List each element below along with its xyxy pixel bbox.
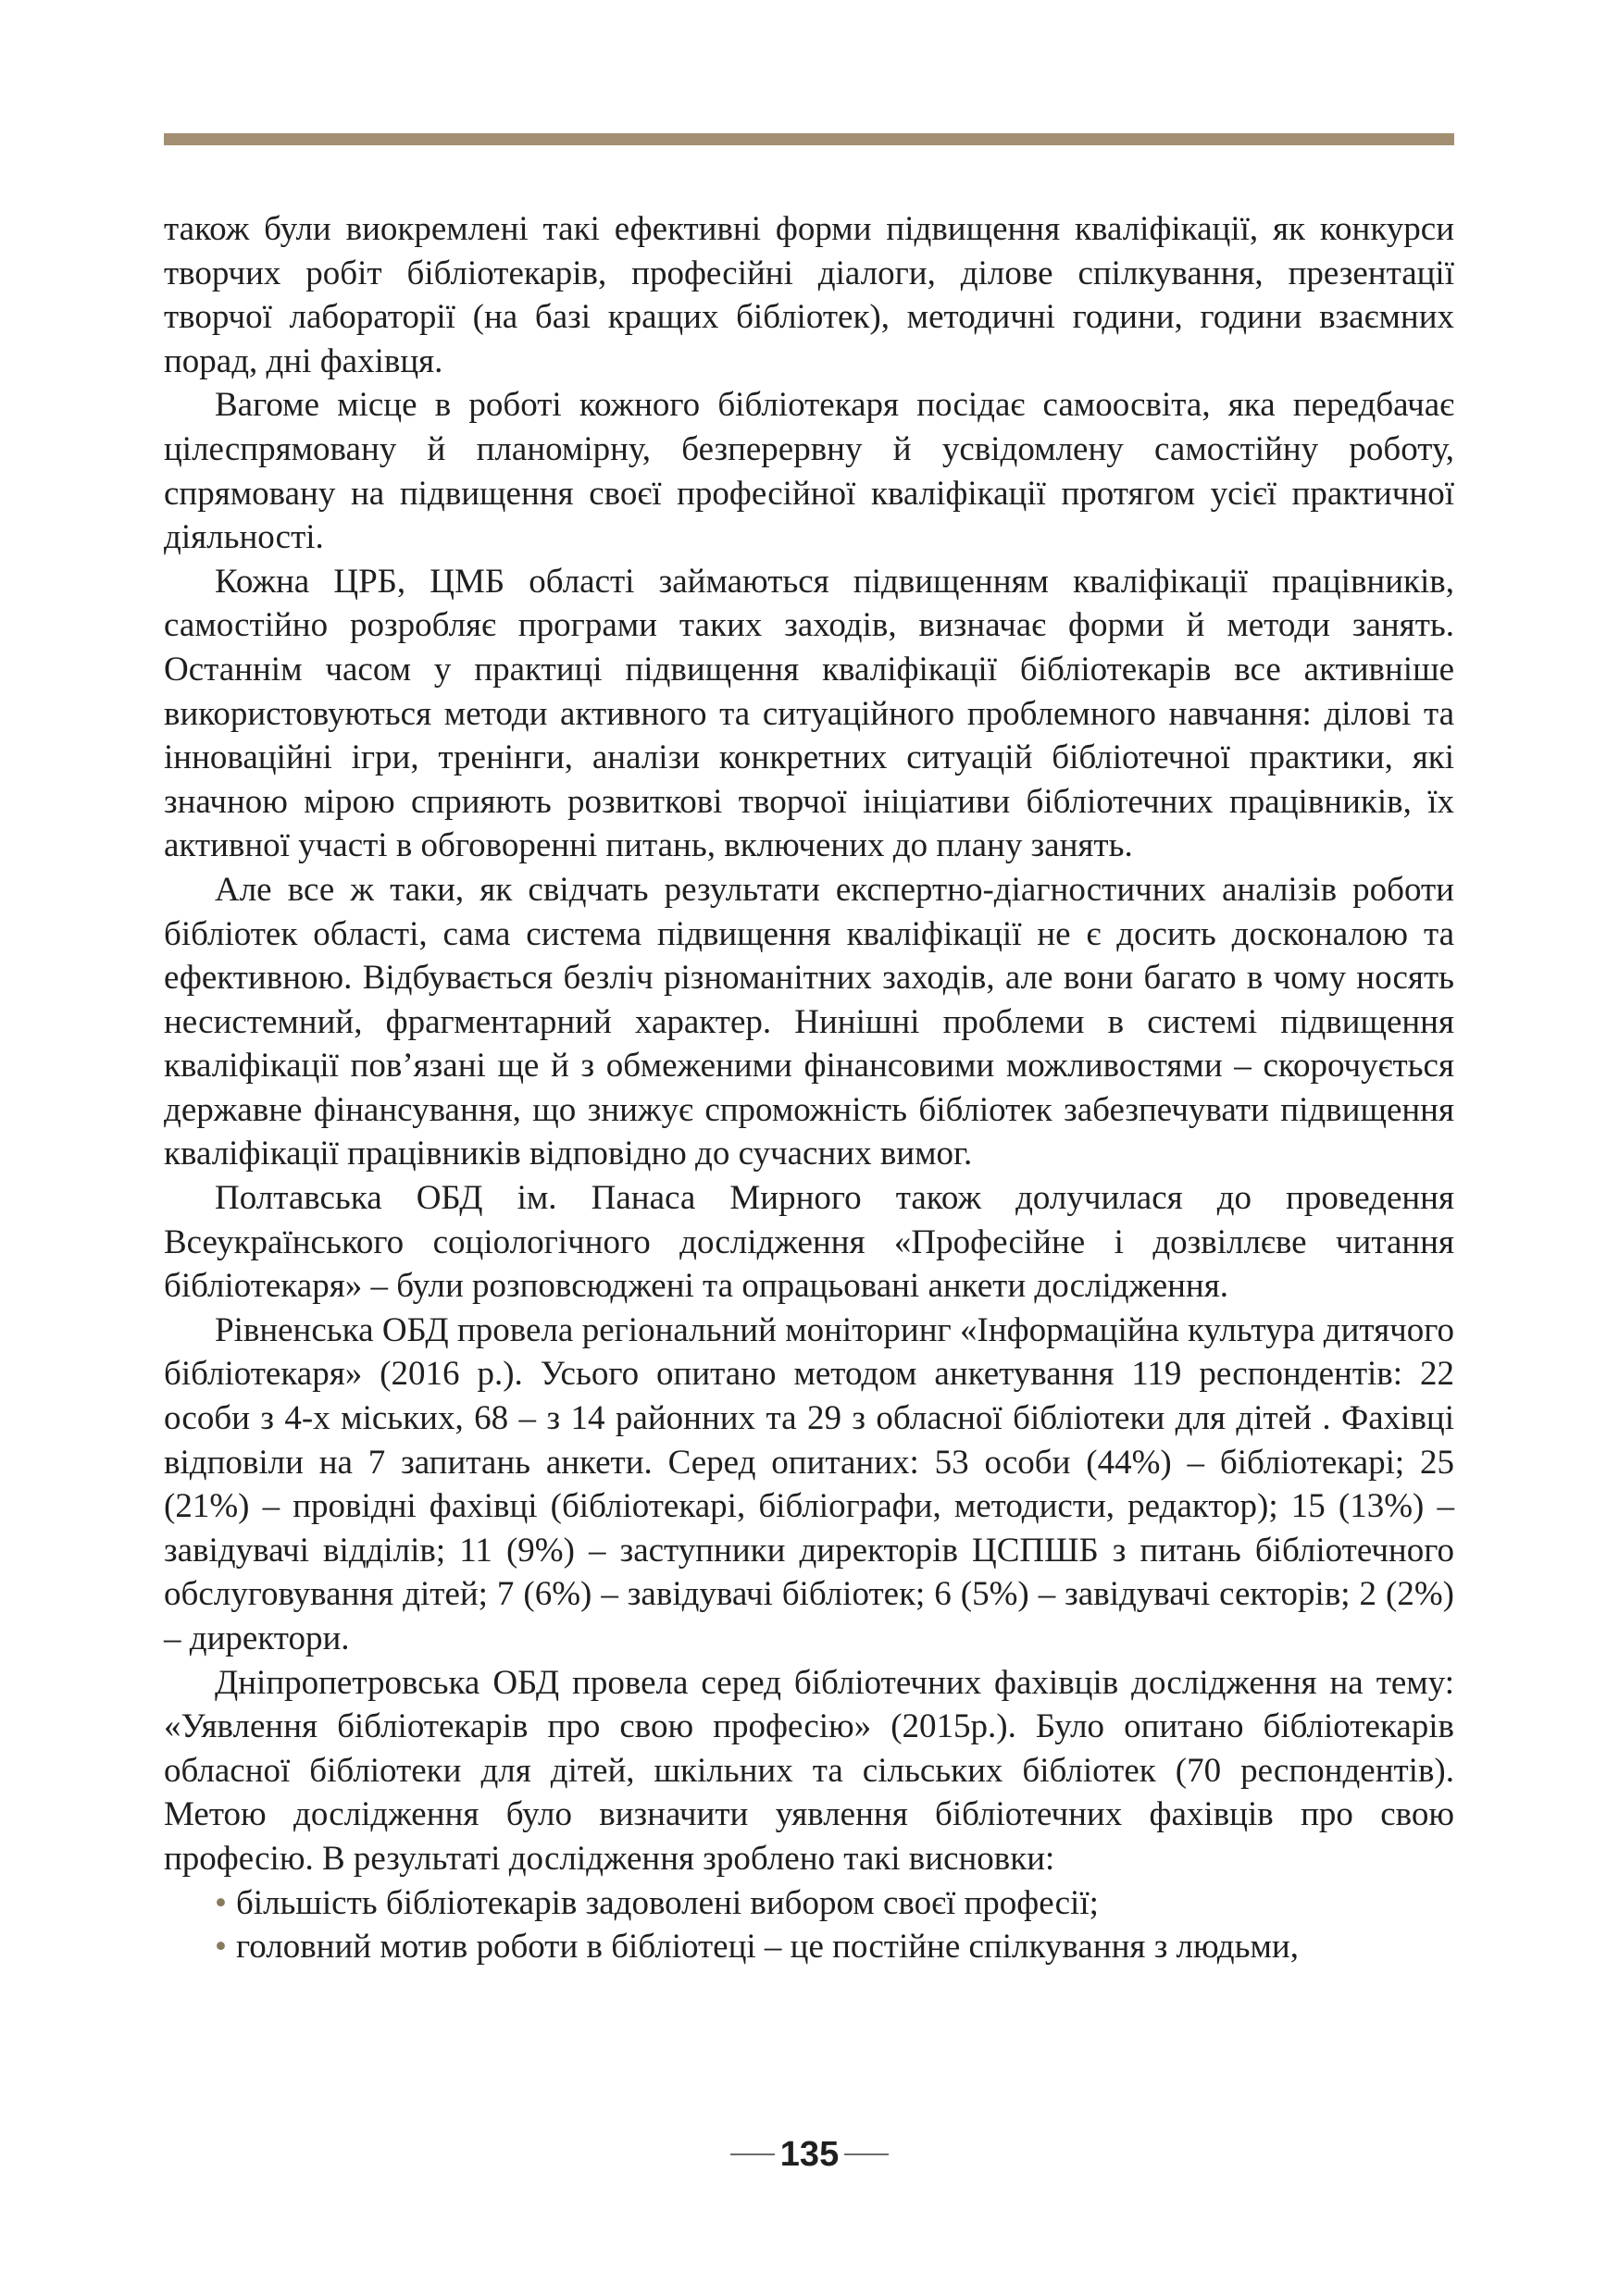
body-text (164, 207, 1454, 1969)
paragraph: Дніпропетровська ОБД провела серед бібліотечних фахівців дослідження на тему: «Уявлення бібліотекарів про свою професію» (2015р.). Було опитано бібліотекарів обласної бібліотеки для дітей, шкільних та сільських бібліотек (70 респондентів). Метою дослідження було визначити уявлення бібліотечних фахівців про свою професію. В результаті дослідження зроблено такі висновки: (164, 1663, 1454, 1878)
page-number: 135 (779, 2134, 840, 2174)
bullet-item (164, 1925, 1454, 1969)
paragraph: Кожна ЦРБ, ЦМБ області займаються підвищенням кваліфікації працівників, самостійно розробляє програми таких заходів, визначає форми й методи занять. Останнім часом у практиці підвищення кваліфікації бібліотекарів все активніше використовуються методи активного та ситуаційного проблемного навчання: ділові та інноваційні ігри, тренінги, аналізи конкретних ситуацій бібліотечної практики, які значною мірою сприяють розвиткові творчої ініціативи бібліотечних працівників, їх активної участі в обговоренні питань, включених до плану занять. (164, 562, 1454, 865)
header-rule (164, 133, 1454, 145)
folio-rule-right (844, 2153, 889, 2155)
paragraph: Вагоме місце в роботі кожного бібліотекаря посідає самоосвіта, яка передбачає цілеспрямовану й планомірну, безперервну й усвідомлену самостійну роботу, спрямовану на підвищення своєї професійної кваліфікації протягом усієї практичної діяльності. (164, 386, 1454, 557)
paragraph: також були виокремлені такі ефективні форми підвищення кваліфікації, як конкурси творчих робіт бібліотекарів, професійні діалоги, ділове спілкування, презентації творчої лабораторії (на базі кращих бібліотек), методичні години, години взаємних порад, дні фахівця. (164, 210, 1454, 380)
paragraph: Полтавська ОБД ім. Панаса Мирного також долучилася до проведення Всеукраїнського соціологічного дослідження «Професійне і дозвіллєве читання бібліотекаря» – були розповсюджені та опрацьовані анкети дослідження. (164, 1179, 1454, 1306)
bullet-item (164, 1881, 1454, 1926)
bullet-text: більшість бібліотекарів задоволені вибором своєї професії; (235, 1883, 1099, 1922)
bullet-text: головний мотив роботи в бібліотеці – це постійне спілкування з людьми, (235, 1928, 1299, 1967)
page-footer (0, 2127, 1619, 2182)
paragraph: Рівненська ОБД провела регіональний моніторинг «Інформаційна культура дитячого бібліотекаря» (2016 р.). Усього опитано методом анкетування 119 респондентів: 22 особи з 4-х міських, 68 – з 14 районних та 29 з обласної бібліотеки для дітей . Фахівці відповіли на 7 запитань анкети. Серед опитаних: 53 особи (44%) – бібліотекарі; 25 (21%) – провідні фахівці (бібліотекарі, бібліографи, методисти, редактор); 15 (13%) – завідувачі відділів; 11 (9%) – заступники директорів ЦСПШБ з питань бібліотечного обслуговування дітей; 7 (6%) – завідувачі бібліотек; 6 (5%) – завідувачі секторів; 2 (2%) – директори. (164, 1310, 1454, 1657)
folio-rule-left (730, 2153, 775, 2155)
bullet-icon: • (215, 1883, 227, 1922)
bullet-icon: • (215, 1928, 227, 1967)
paragraph: Але все ж таки, як свідчать результати експертно-діагностичних аналізів роботи бібліотек області, сама система підвищення кваліфікації не є досить досконалою та ефективною. Відбувається безліч різноманітних заходів, але вони багато в чому носять несистемний, фрагментарний характер. Нинішні проблеми в системі підвищення кваліфікації пов’язані ще й з обмеженими фінансовими можливостями – скорочується державне фінансування, що знижує спроможність бібліотек забезпечувати підвищення кваліфікації працівників відповідно до сучасних вимог. (164, 870, 1454, 1173)
